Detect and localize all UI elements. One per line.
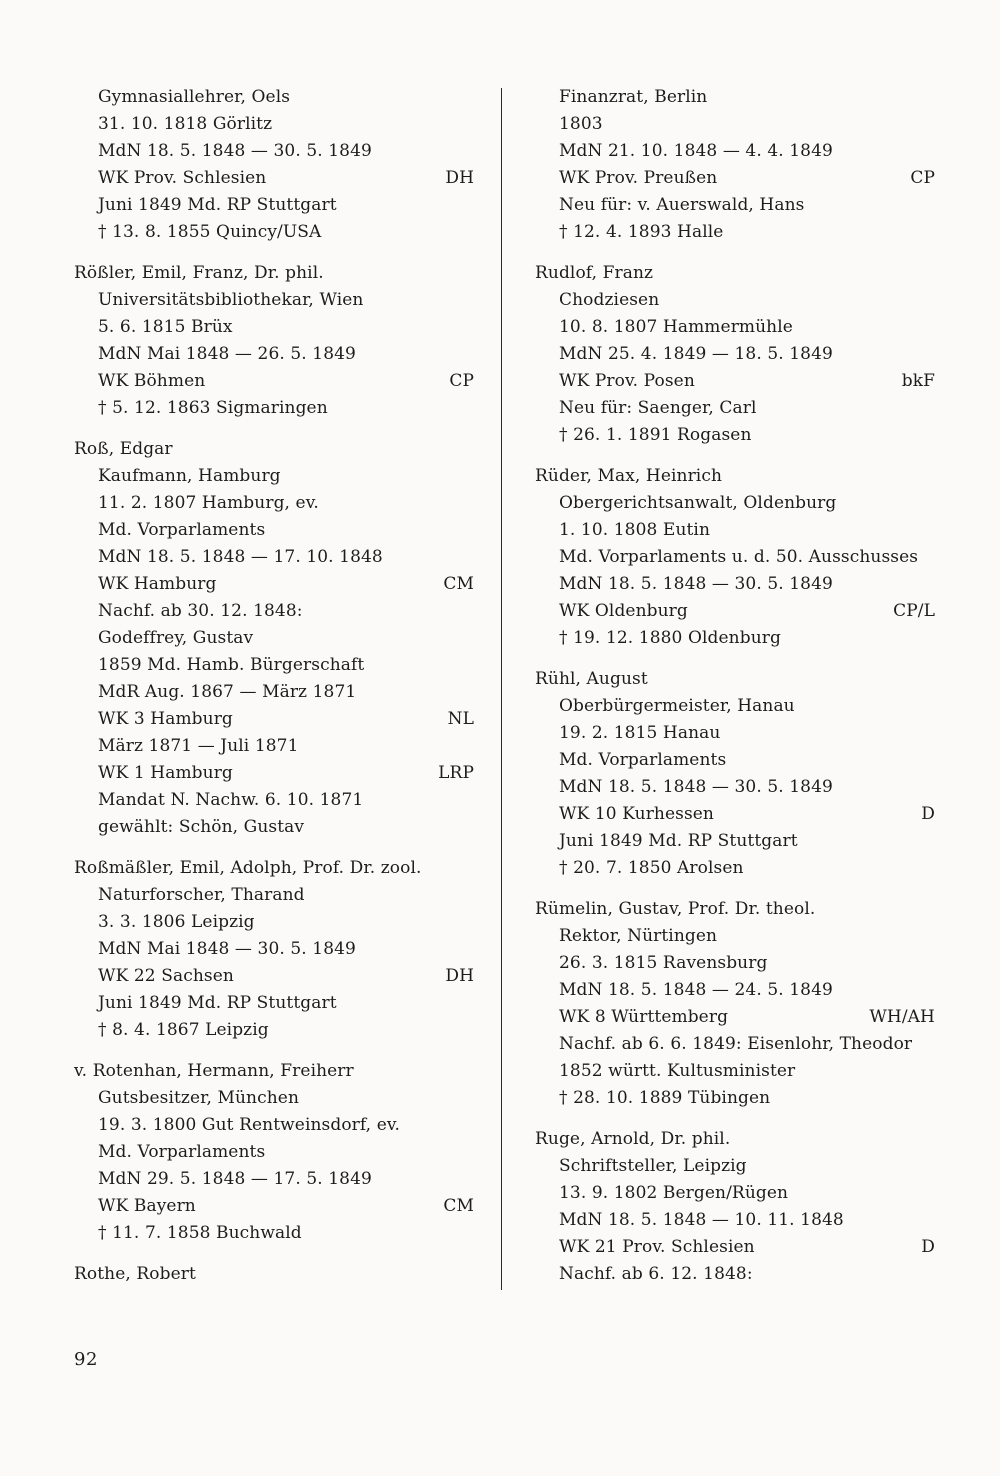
- register-entry: [535, 896, 935, 1112]
- party-affiliation: D: [921, 804, 935, 824]
- entry-text: Finanzrat, Berlin: [559, 87, 708, 107]
- entry-text: WK Prov. Preußen: [559, 168, 718, 188]
- entry-line: [74, 463, 474, 490]
- entry-line: [74, 882, 474, 909]
- register-entry: [535, 666, 935, 882]
- party-affiliation: DH: [445, 966, 474, 986]
- entry-name: [74, 260, 474, 287]
- entry-text: gewählt: Schön, Gustav: [98, 817, 305, 837]
- entry-line: [535, 368, 935, 395]
- entry-text: WK Oldenburg: [559, 601, 688, 621]
- entry-text: Rühl, August: [535, 669, 648, 689]
- register-entry: [535, 1126, 935, 1288]
- entry-text: Schriftsteller, Leipzig: [559, 1156, 747, 1176]
- entry-text: MdN 18. 5. 1848 — 24. 5. 1849: [559, 980, 833, 1000]
- entry-text: Gymnasiallehrer, Oels: [98, 87, 291, 107]
- entry-text: MdN 18. 5. 1848 — 30. 5. 1849: [98, 141, 372, 161]
- entry-line: [74, 963, 474, 990]
- entry-line: [535, 111, 935, 138]
- entry-text: Mandat N. Nachw. 6. 10. 1871: [98, 790, 364, 810]
- entry-text: Juni 1849 Md. RP Stuttgart: [98, 993, 337, 1013]
- entry-text: 31. 10. 1818 Görlitz: [98, 114, 273, 134]
- register-entry: [74, 436, 474, 841]
- entry-line: [535, 625, 935, 652]
- entry-text: † 13. 8. 1855 Quincy/USA: [98, 222, 322, 242]
- party-affiliation: WH/AH: [869, 1007, 935, 1027]
- entry-line: [74, 544, 474, 571]
- entry-text: WK Böhmen: [98, 371, 206, 391]
- entry-line: [74, 490, 474, 517]
- entry-line: [74, 395, 474, 422]
- register-entry: [74, 1261, 474, 1288]
- entry-name: [535, 896, 935, 923]
- entry-text: Oberbürgermeister, Hanau: [559, 696, 795, 716]
- entry-line: [74, 1017, 474, 1044]
- entry-text: † 8. 4. 1867 Leipzig: [98, 1020, 269, 1040]
- entry-line: [74, 1166, 474, 1193]
- right-column: [535, 84, 935, 1302]
- register-entry: [535, 84, 935, 246]
- entry-text: Chodziesen: [559, 290, 660, 310]
- entry-text: WK Hamburg: [98, 574, 217, 594]
- party-affiliation: LRP: [438, 763, 474, 783]
- entry-line: [535, 219, 935, 246]
- party-affiliation: CP/L: [893, 601, 935, 621]
- entry-text: WK 1 Hamburg: [98, 763, 233, 783]
- entry-line: [74, 990, 474, 1017]
- entry-text: MdR Aug. 1867 — März 1871: [98, 682, 357, 702]
- entry-text: Roßmäßler, Emil, Adolph, Prof. Dr. zool.: [74, 858, 422, 878]
- entry-text: † 26. 1. 1891 Rogasen: [559, 425, 752, 445]
- entry-line: [535, 544, 935, 571]
- entry-text: Nachf. ab 6. 6. 1849: Eisenlohr, Theodor: [559, 1034, 913, 1054]
- entry-line: [535, 1031, 935, 1058]
- register-entry: [74, 260, 474, 422]
- entry-line: [535, 1234, 935, 1261]
- register-entry: [74, 855, 474, 1044]
- entry-line: [535, 774, 935, 801]
- entry-text: Godeffrey, Gustav: [98, 628, 254, 648]
- entry-text: Md. Vorparlaments: [98, 520, 266, 540]
- entry-text: WK Prov. Schlesien: [98, 168, 267, 188]
- entry-line: [535, 1153, 935, 1180]
- entry-line: [535, 977, 935, 1004]
- entry-line: [74, 706, 474, 733]
- entry-text: WK Prov. Posen: [559, 371, 695, 391]
- entry-line: [535, 693, 935, 720]
- entry-line: [535, 855, 935, 882]
- entry-text: Rudlof, Franz: [535, 263, 654, 283]
- entry-text: Roß, Edgar: [74, 439, 173, 459]
- entry-line: [535, 490, 935, 517]
- party-affiliation: bkF: [901, 371, 935, 391]
- entry-name: [74, 436, 474, 463]
- entry-text: WK 22 Sachsen: [98, 966, 234, 986]
- entry-line: [74, 138, 474, 165]
- entry-line: [74, 368, 474, 395]
- entry-line: [535, 138, 935, 165]
- entry-name: [535, 666, 935, 693]
- entry-text: MdN 18. 5. 1848 — 30. 5. 1849: [559, 777, 833, 797]
- entry-line: [74, 192, 474, 219]
- entry-line: [74, 517, 474, 544]
- entry-text: 13. 9. 1802 Bergen/Rügen: [559, 1183, 789, 1203]
- entry-text: Neu für: v. Auerswald, Hans: [559, 195, 805, 215]
- entry-line: [535, 165, 935, 192]
- entry-text: † 11. 7. 1858 Buchwald: [98, 1223, 302, 1243]
- entry-line: [535, 950, 935, 977]
- party-affiliation: NL: [447, 709, 474, 729]
- entry-text: Nachf. ab 6. 12. 1848:: [559, 1264, 753, 1284]
- entry-text: † 5. 12. 1863 Sigmaringen: [98, 398, 328, 418]
- entry-text: Rüder, Max, Heinrich: [535, 466, 722, 486]
- entry-line: [74, 936, 474, 963]
- entry-line: [535, 571, 935, 598]
- entry-text: Juni 1849 Md. RP Stuttgart: [559, 831, 798, 851]
- entry-line: [535, 1207, 935, 1234]
- entry-line: [535, 598, 935, 625]
- entry-text: Md. Vorparlaments u. d. 50. Ausschusses: [559, 547, 919, 567]
- entry-text: MdN 18. 5. 1848 — 10. 11. 1848: [559, 1210, 844, 1230]
- entry-text: 1859 Md. Hamb. Bürgerschaft: [98, 655, 365, 675]
- entry-name: [74, 1261, 474, 1288]
- entry-text: MdN 18. 5. 1848 — 30. 5. 1849: [559, 574, 833, 594]
- entry-line: [74, 787, 474, 814]
- entry-text: v. Rotenhan, Hermann, Freiherr: [74, 1061, 354, 1081]
- register-entry: [74, 84, 474, 246]
- entry-text: Rümelin, Gustav, Prof. Dr. theol.: [535, 899, 816, 919]
- entry-text: März 1871 — Juli 1871: [98, 736, 299, 756]
- entry-line: [535, 1004, 935, 1031]
- entry-text: MdN Mai 1848 — 26. 5. 1849: [98, 344, 356, 364]
- entry-line: [535, 1180, 935, 1207]
- entry-text: WK 3 Hamburg: [98, 709, 233, 729]
- entry-text: 11. 2. 1807 Hamburg, ev.: [98, 493, 319, 513]
- entry-line: [74, 733, 474, 760]
- entry-text: Naturforscher, Tharand: [98, 885, 305, 905]
- entry-line: [535, 1058, 935, 1085]
- entry-text: WK 8 Württemberg: [559, 1007, 729, 1027]
- entry-text: Juni 1849 Md. RP Stuttgart: [98, 195, 337, 215]
- entry-text: Obergerichtsanwalt, Oldenburg: [559, 493, 837, 513]
- entry-line: [74, 84, 474, 111]
- entry-line: [535, 287, 935, 314]
- entry-line: [74, 165, 474, 192]
- entry-line: [535, 1261, 935, 1288]
- column-divider: [501, 88, 502, 1290]
- entry-line: [535, 747, 935, 774]
- entry-line: [535, 395, 935, 422]
- entry-line: [74, 760, 474, 787]
- entry-text: Md. Vorparlaments: [559, 750, 727, 770]
- entry-text: † 28. 10. 1889 Tübingen: [559, 1088, 771, 1108]
- entry-text: MdN 18. 5. 1848 — 17. 10. 1848: [98, 547, 383, 567]
- entry-line: [535, 923, 935, 950]
- entry-text: Universitätsbibliothekar, Wien: [98, 290, 364, 310]
- entry-line: [74, 909, 474, 936]
- entry-line: [74, 1139, 474, 1166]
- entry-text: 1803: [559, 114, 603, 134]
- entry-text: 19. 2. 1815 Hanau: [559, 723, 721, 743]
- entry-line: [74, 1112, 474, 1139]
- entry-line: [74, 1193, 474, 1220]
- entry-line: [74, 219, 474, 246]
- party-affiliation: DH: [445, 168, 474, 188]
- entry-text: WK Bayern: [98, 1196, 196, 1216]
- register-entry: [74, 1058, 474, 1247]
- party-affiliation: CM: [443, 574, 474, 594]
- entry-line: [74, 111, 474, 138]
- entry-text: † 19. 12. 1880 Oldenburg: [559, 628, 781, 648]
- party-affiliation: CP: [910, 168, 935, 188]
- entry-text: MdN 21. 10. 1848 — 4. 4. 1849: [559, 141, 833, 161]
- entry-line: [74, 652, 474, 679]
- entry-line: [74, 287, 474, 314]
- party-affiliation: CP: [449, 371, 474, 391]
- entry-line: [535, 801, 935, 828]
- entry-text: MdN Mai 1848 — 30. 5. 1849: [98, 939, 356, 959]
- entry-line: [535, 517, 935, 544]
- entry-text: MdN 29. 5. 1848 — 17. 5. 1849: [98, 1169, 372, 1189]
- entry-text: Rektor, Nürtingen: [559, 926, 718, 946]
- entry-line: [74, 341, 474, 368]
- entry-text: 3. 3. 1806 Leipzig: [98, 912, 255, 932]
- register-entry: [535, 463, 935, 652]
- left-column: [74, 84, 474, 1302]
- entry-line: [535, 192, 935, 219]
- entry-text: Kaufmann, Hamburg: [98, 466, 281, 486]
- entry-text: WK 21 Prov. Schlesien: [559, 1237, 755, 1257]
- entry-name: [535, 260, 935, 287]
- entry-text: Neu für: Saenger, Carl: [559, 398, 757, 418]
- entry-line: [74, 679, 474, 706]
- entry-text: MdN 25. 4. 1849 — 18. 5. 1849: [559, 344, 833, 364]
- entry-text: 10. 8. 1807 Hammermühle: [559, 317, 793, 337]
- entry-text: Rothe, Robert: [74, 1264, 196, 1284]
- entry-line: [535, 314, 935, 341]
- entry-text: Nachf. ab 30. 12. 1848:: [98, 601, 303, 621]
- entry-line: [74, 814, 474, 841]
- entry-line: [74, 571, 474, 598]
- entry-text: 1. 10. 1808 Eutin: [559, 520, 711, 540]
- entry-line: [74, 1085, 474, 1112]
- entry-line: [535, 341, 935, 368]
- entry-text: Rößler, Emil, Franz, Dr. phil.: [74, 263, 324, 283]
- entry-text: Md. Vorparlaments: [98, 1142, 266, 1162]
- party-affiliation: CM: [443, 1196, 474, 1216]
- party-affiliation: D: [921, 1237, 935, 1257]
- entry-name: [535, 463, 935, 490]
- entry-line: [535, 84, 935, 111]
- page-number: 92: [74, 1349, 98, 1370]
- entry-line: [74, 1220, 474, 1247]
- entry-name: [74, 855, 474, 882]
- entry-line: [535, 828, 935, 855]
- register-entry: [535, 260, 935, 449]
- entry-name: [535, 1126, 935, 1153]
- entry-text: Ruge, Arnold, Dr. phil.: [535, 1129, 731, 1149]
- entry-line: [74, 625, 474, 652]
- entry-text: WK 10 Kurhessen: [559, 804, 714, 824]
- entry-name: [74, 1058, 474, 1085]
- entry-line: [535, 720, 935, 747]
- entry-line: [74, 314, 474, 341]
- entry-text: Gutsbesitzer, München: [98, 1088, 299, 1108]
- entry-text: 26. 3. 1815 Ravensburg: [559, 953, 768, 973]
- entry-text: 1852 württ. Kultusminister: [559, 1061, 796, 1081]
- entry-line: [74, 598, 474, 625]
- entry-text: 19. 3. 1800 Gut Rentweinsdorf, ev.: [98, 1115, 401, 1135]
- entry-text: 5. 6. 1815 Brüx: [98, 317, 233, 337]
- entry-line: [535, 422, 935, 449]
- entry-line: [535, 1085, 935, 1112]
- entry-text: † 20. 7. 1850 Arolsen: [559, 858, 744, 878]
- entry-text: † 12. 4. 1893 Halle: [559, 222, 724, 242]
